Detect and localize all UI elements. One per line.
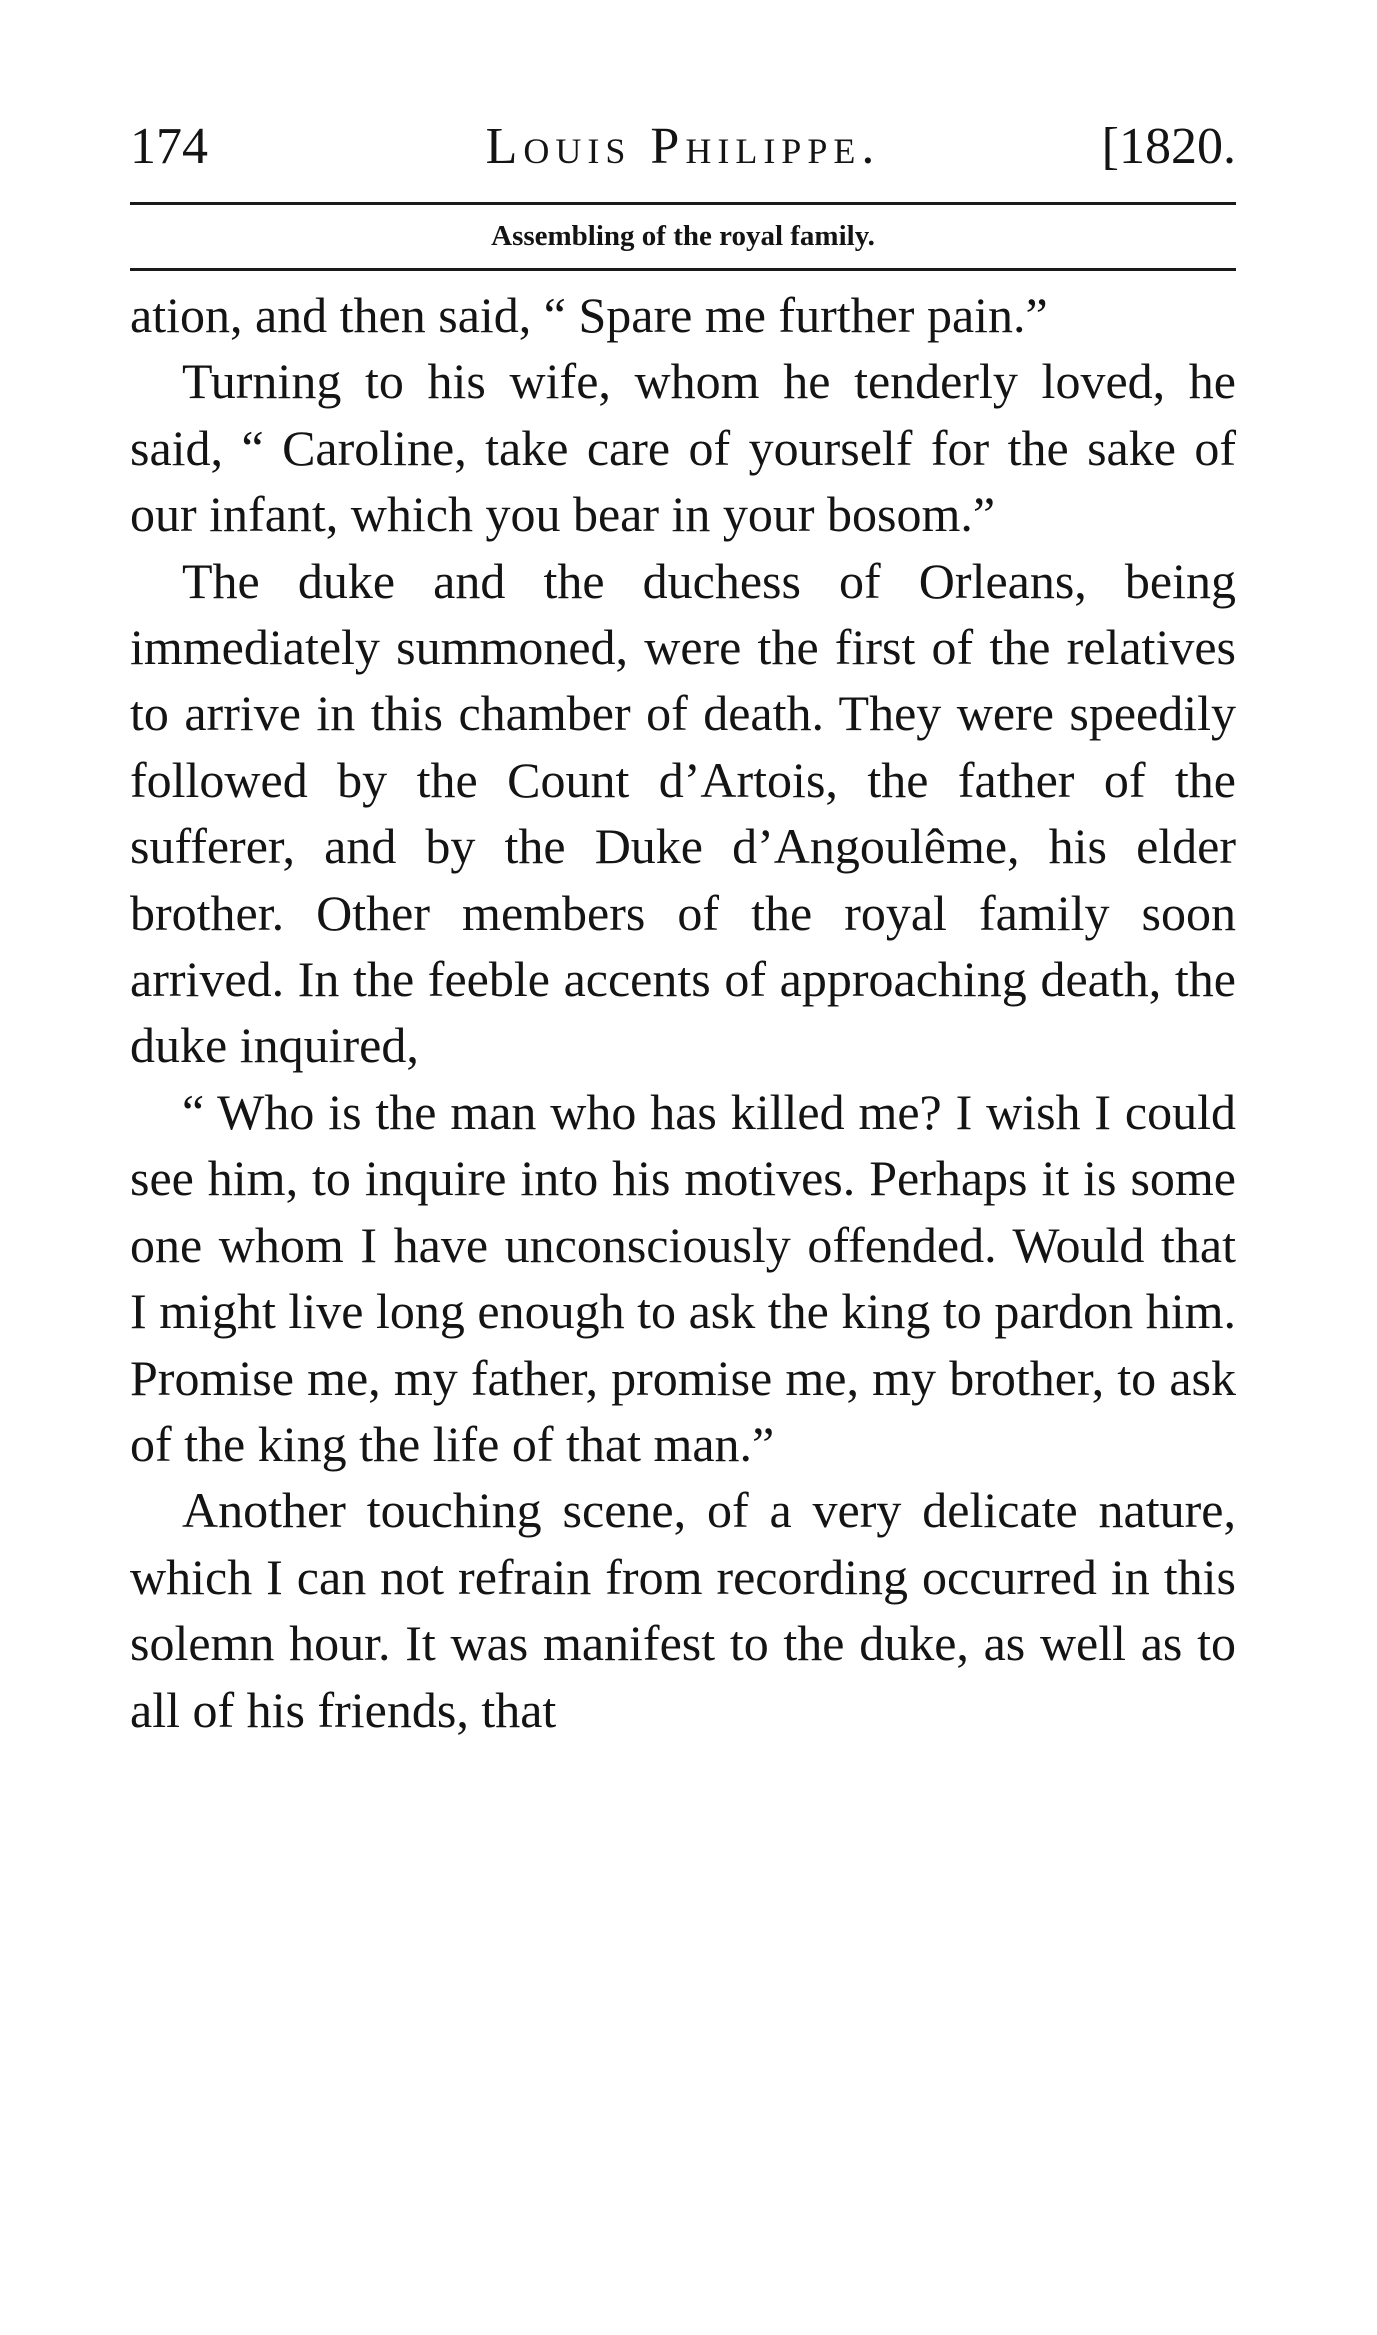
body-text [130,282,1236,1743]
paragraph: “ Who is the man who has killed me? I wish I could see him, to inquire into his motives. Perhaps it is some one whom I have unconsciously offended. Would that I might live long enough to ask the king to pardon him. Promise me, my father, promise me, my brother, to ask of the king the life of that man.” [130,1083,1236,1472]
paragraph: Another touching scene, of a very delicate nature, which I can not refrain from recording occurred in this solemn hour. It was manifest to the duke, as well as to all of his friends, that [130,1482,1236,1738]
page-number: 174 [130,118,208,175]
paragraph-continued: ation, and then said, “ Spare me further pain.” [130,287,1048,343]
header-rule-top [130,202,1236,205]
running-head [130,112,1236,182]
header-rule-bottom [130,268,1236,271]
paragraph: The duke and the duchess of Orleans, being immediately summoned, were the first of the relatives to arrive in this chamber of death. They were speedily followed by the Count d’Artois, the father of the sufferer, and by the Duke d’Angoulême, his elder brother. Other members of the royal family soon arrived. In the feeble accents of approaching death, the duke inquired, [130,552,1236,1074]
section-heading: Assembling of the royal family. [491,220,875,252]
year-marker: [1820. [1101,118,1236,175]
paragraph: Turning to his wife, whom he tenderly loved, he said, “ Caroline, take care of yourself for the sake of our infant, which you bear in your bosom.” [130,353,1236,543]
book-title: Louis Philippe. [485,118,881,175]
